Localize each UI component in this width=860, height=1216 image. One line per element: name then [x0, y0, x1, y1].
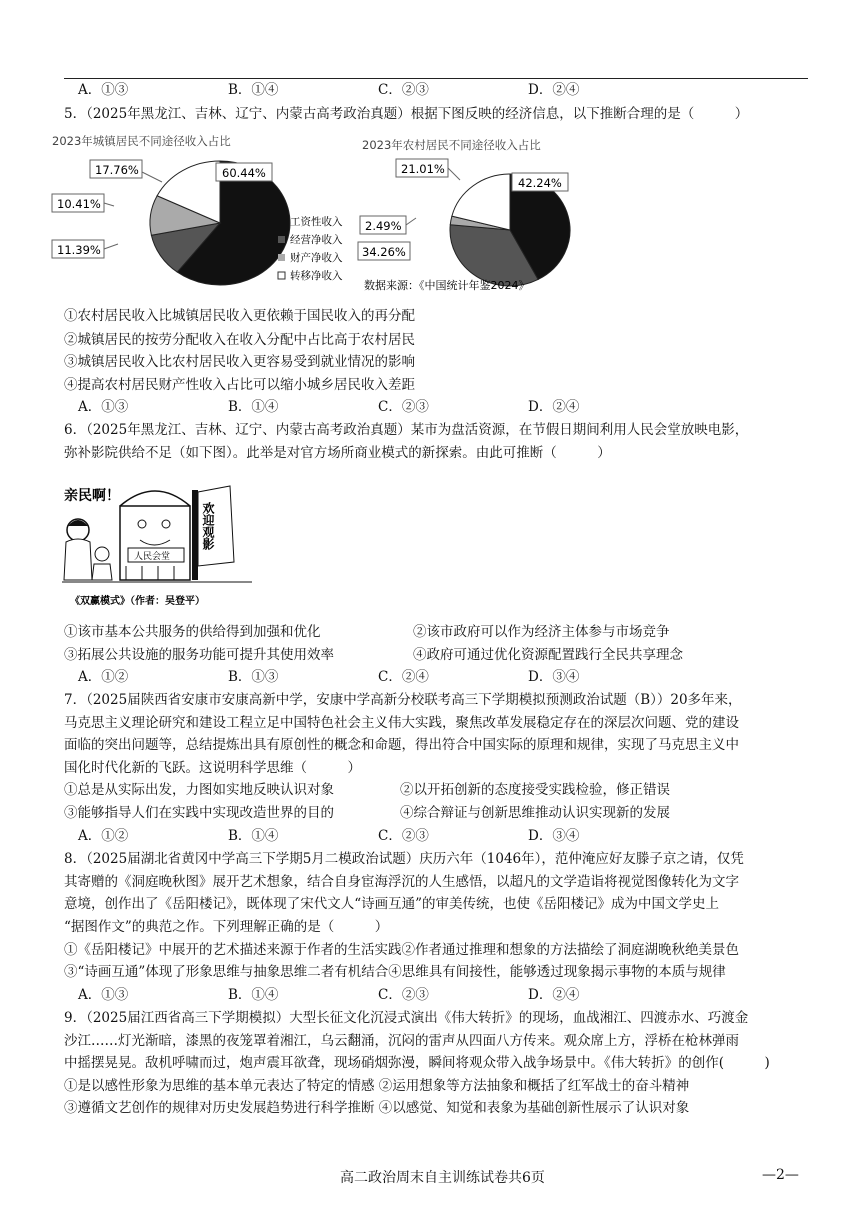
option-d[interactable]: D．②④	[528, 82, 580, 98]
q6-items-row-2	[64, 645, 683, 665]
q8-stem-line-4: “据图作文”的典范之作。下列理解正确的是（ ）	[64, 919, 389, 935]
q6-options	[78, 667, 678, 687]
q6-stem-line-2: 弥补影院供给不足（如下图）。此举是对官方场所商业模式的新探索。由此可推断（ ）	[64, 445, 611, 461]
legend-property: 财产净收入	[290, 252, 343, 264]
q6-item-2: ②该市政府可以作为经济主体参与市场竞争	[413, 624, 670, 640]
q9-stem-line-2: 沙江……灯光渐暗，漆黑的夜笼罩着湘江，乌云翻涌，沉闷的雷声从四面八方传来。观众席上方，浮桥在枪林弹雨	[64, 1033, 739, 1049]
option-b[interactable]: B．①④	[228, 82, 279, 98]
urban-chart-title: 2023年城镇居民不同途径收入占比	[52, 134, 231, 148]
q7-option-b[interactable]: B．①④	[228, 828, 279, 844]
q7-option-d[interactable]: D．③④	[528, 828, 580, 844]
option-a[interactable]: A．①③	[78, 82, 129, 98]
chart-source: 数据来源：《中国统计年鉴2024》	[364, 279, 530, 292]
q7-items-row-1	[64, 780, 670, 800]
q7-stem-line-1: 7．（2025届陕西省安康市安康高新中学，安康中学高新分校联考高三下学期模拟预测政治试题（B））20多年来，	[64, 692, 742, 708]
q7-stem-line-3: 面临的突出问题等，总结提炼出具有原创性的概念和命题，得出符合中国实际的原理和规律，实现了马克思主义中	[64, 737, 739, 753]
income-pie-charts	[50, 128, 610, 300]
q6-option-b[interactable]: B．①③	[228, 669, 279, 685]
option-c[interactable]: C．②③	[378, 82, 429, 98]
q5-option-b[interactable]: B．①④	[228, 399, 279, 415]
rural-label-wage: 42.24%	[518, 176, 562, 190]
rural-label-transfer: 21.01%	[401, 162, 445, 176]
q5-stem: 5．（2025年黑龙江、吉林、辽宁、内蒙古高考政治真题）根据下图反映的经济信息，以下推断合理的是（ ）	[64, 106, 749, 122]
q5-item-4: ④提高农村居民财产性收入占比可以缩小城乡居民收入差距	[64, 377, 415, 393]
q8-option-d[interactable]: D．②④	[528, 987, 580, 1003]
header-rule	[64, 78, 808, 79]
legend-business: 经营净收入	[290, 234, 343, 246]
q9-items-row-2: ③遵循文艺创作的规律对历史发展趋势进行科学推断 ④以感觉、知觉和表象为基础创新性展示了认识对象	[64, 1100, 690, 1116]
q7-options	[78, 826, 678, 846]
q6-option-d[interactable]: D．③④	[528, 669, 580, 685]
q8-stem-line-2: 其寄赠的《洞庭晚秋图》展开艺术想象，结合自身宦海浮沉的人生感悟，以超凡的文学造诣将视觉图像转化为文字	[64, 874, 739, 890]
q5-option-d[interactable]: D．②④	[528, 399, 580, 415]
q9-stem-line-3: 中摇摆晃晃。敌机呼啸而过，炮声震耳欲聋，现场硝烟弥漫，瞬间将观众带入战争场景中。《伟大转折》的创作( )	[64, 1055, 770, 1071]
q7-stem-line-4: 国化时代化新的飞跃。这说明科学思维（ ）	[64, 760, 361, 776]
footer-title: 高二政治周末自主训练试卷共6页	[340, 1170, 545, 1186]
q8-option-a[interactable]: A．①③	[78, 987, 129, 1003]
q7-items-row-2	[64, 803, 670, 823]
q6-option-a[interactable]: A．①②	[78, 669, 129, 685]
prev-question-options	[78, 80, 678, 100]
q9-stem-line-1: 9．（2025届江西省高三下学期模拟）大型长征文化沉浸式演出《伟大转折》的现场，血战湘江、四渡赤水、巧渡金	[64, 1010, 749, 1026]
q8-option-b[interactable]: B．①④	[228, 987, 279, 1003]
q6-option-c[interactable]: C．②④	[378, 669, 429, 685]
rural-label-property: 2.49%	[365, 219, 402, 233]
q6-stem-line-1: 6．（2025年黑龙江、吉林、辽宁、内蒙古高考政治真题）某市为盘活资源，在节假日期间利用人民会堂放映电影，	[64, 422, 749, 438]
cartoon-banner: 欢迎观影	[201, 502, 215, 550]
q5-item-3: ③城镇居民收入比农村居民收入更容易受到就业情况的影响	[64, 354, 415, 370]
q7-option-a[interactable]: A．①②	[78, 828, 129, 844]
q7-item-1: ①总是从实际出发，力图如实地反映认识对象	[64, 782, 334, 798]
q8-options	[78, 985, 678, 1005]
urban-label-wage: 60.44%	[222, 166, 266, 180]
q5-option-a[interactable]: A．①③	[78, 399, 129, 415]
q8-items-row-2: ③“诗画互通”体现了形象思维与抽象思维二者有机结合④思维具有间接性，能够透过现象揭示事物的本质与规律	[64, 964, 726, 980]
legend-transfer: 转移净收入	[290, 270, 343, 282]
rural-chart-title: 2023年农村居民不同途径收入占比	[362, 138, 541, 152]
q5-option-c[interactable]: C．②③	[378, 399, 429, 415]
legend-wage: 工资性收入	[290, 216, 343, 228]
rural-label-business: 34.26%	[362, 245, 406, 259]
page-number: —2—	[762, 1167, 799, 1183]
cartoon-illustration	[62, 470, 252, 610]
q6-item-1: ①该市基本公共服务的供给得到加强和优化	[64, 624, 321, 640]
cartoon-speech: 亲民啊！	[64, 488, 120, 504]
q6-item-4: ④政府可通过优化资源配置践行全民共享理念	[413, 647, 683, 663]
q6-items-row-1	[64, 622, 670, 642]
q7-stem-line-2: 马克思主义理论研究和建设工程立足中国特色社会主义伟大实践，聚焦改革发展稳定存在的深层次问题、党的建设	[64, 715, 739, 731]
urban-label-property: 10.41%	[57, 197, 101, 211]
q5-item-2: ②城镇居民的按劳分配收入在收入分配中占比高于农村居民	[64, 332, 415, 348]
q8-items-row-1: ①《岳阳楼记》中展开的艺术描述来源于作者的生活实践②作者通过推理和想象的方法描绘了洞庭湖晚秋绝美景色	[64, 942, 739, 958]
q8-stem-line-3: 意境，创作出了《岳阳楼记》，既体现了宋代文人“诗画互通”的审美传统，也使《岳阳楼记》成为中国文学史上	[64, 896, 720, 912]
cartoon-building-sign: 人民会堂	[134, 552, 171, 562]
urban-label-transfer: 17.76%	[95, 163, 139, 177]
q9-items-row-1: ①是以感性形象为思维的基本单元表达了特定的情感 ②运用想象等方法抽象和概括了红军战士的奋斗精神	[64, 1078, 690, 1094]
urban-label-business: 11.39%	[57, 243, 101, 257]
q7-option-c[interactable]: C．②③	[378, 828, 429, 844]
q8-stem-line-1: 8．（2025届湖北省黄冈中学高三下学期5月二模政治试题）庆历六年（1046年），范仲淹应好友滕子京之请，仅凭	[64, 851, 744, 867]
q8-option-c[interactable]: C．②③	[378, 987, 429, 1003]
q7-item-4: ④综合辩证与创新思维推动认识实现新的发展	[400, 805, 670, 821]
q5-item-1: ①农村居民收入比城镇居民收入更依赖于国民收入的再分配	[64, 308, 415, 324]
q5-options	[78, 397, 678, 417]
cartoon-caption: 《双赢模式》（作者：吴登平）	[70, 596, 205, 607]
q6-item-3: ③拓展公共设施的服务功能可提升其使用效率	[64, 647, 334, 663]
q7-item-3: ③能够指导人们在实践中实现改造世界的目的	[64, 805, 334, 821]
q7-item-2: ②以开拓创新的态度接受实践检验，修正错误	[400, 782, 670, 798]
